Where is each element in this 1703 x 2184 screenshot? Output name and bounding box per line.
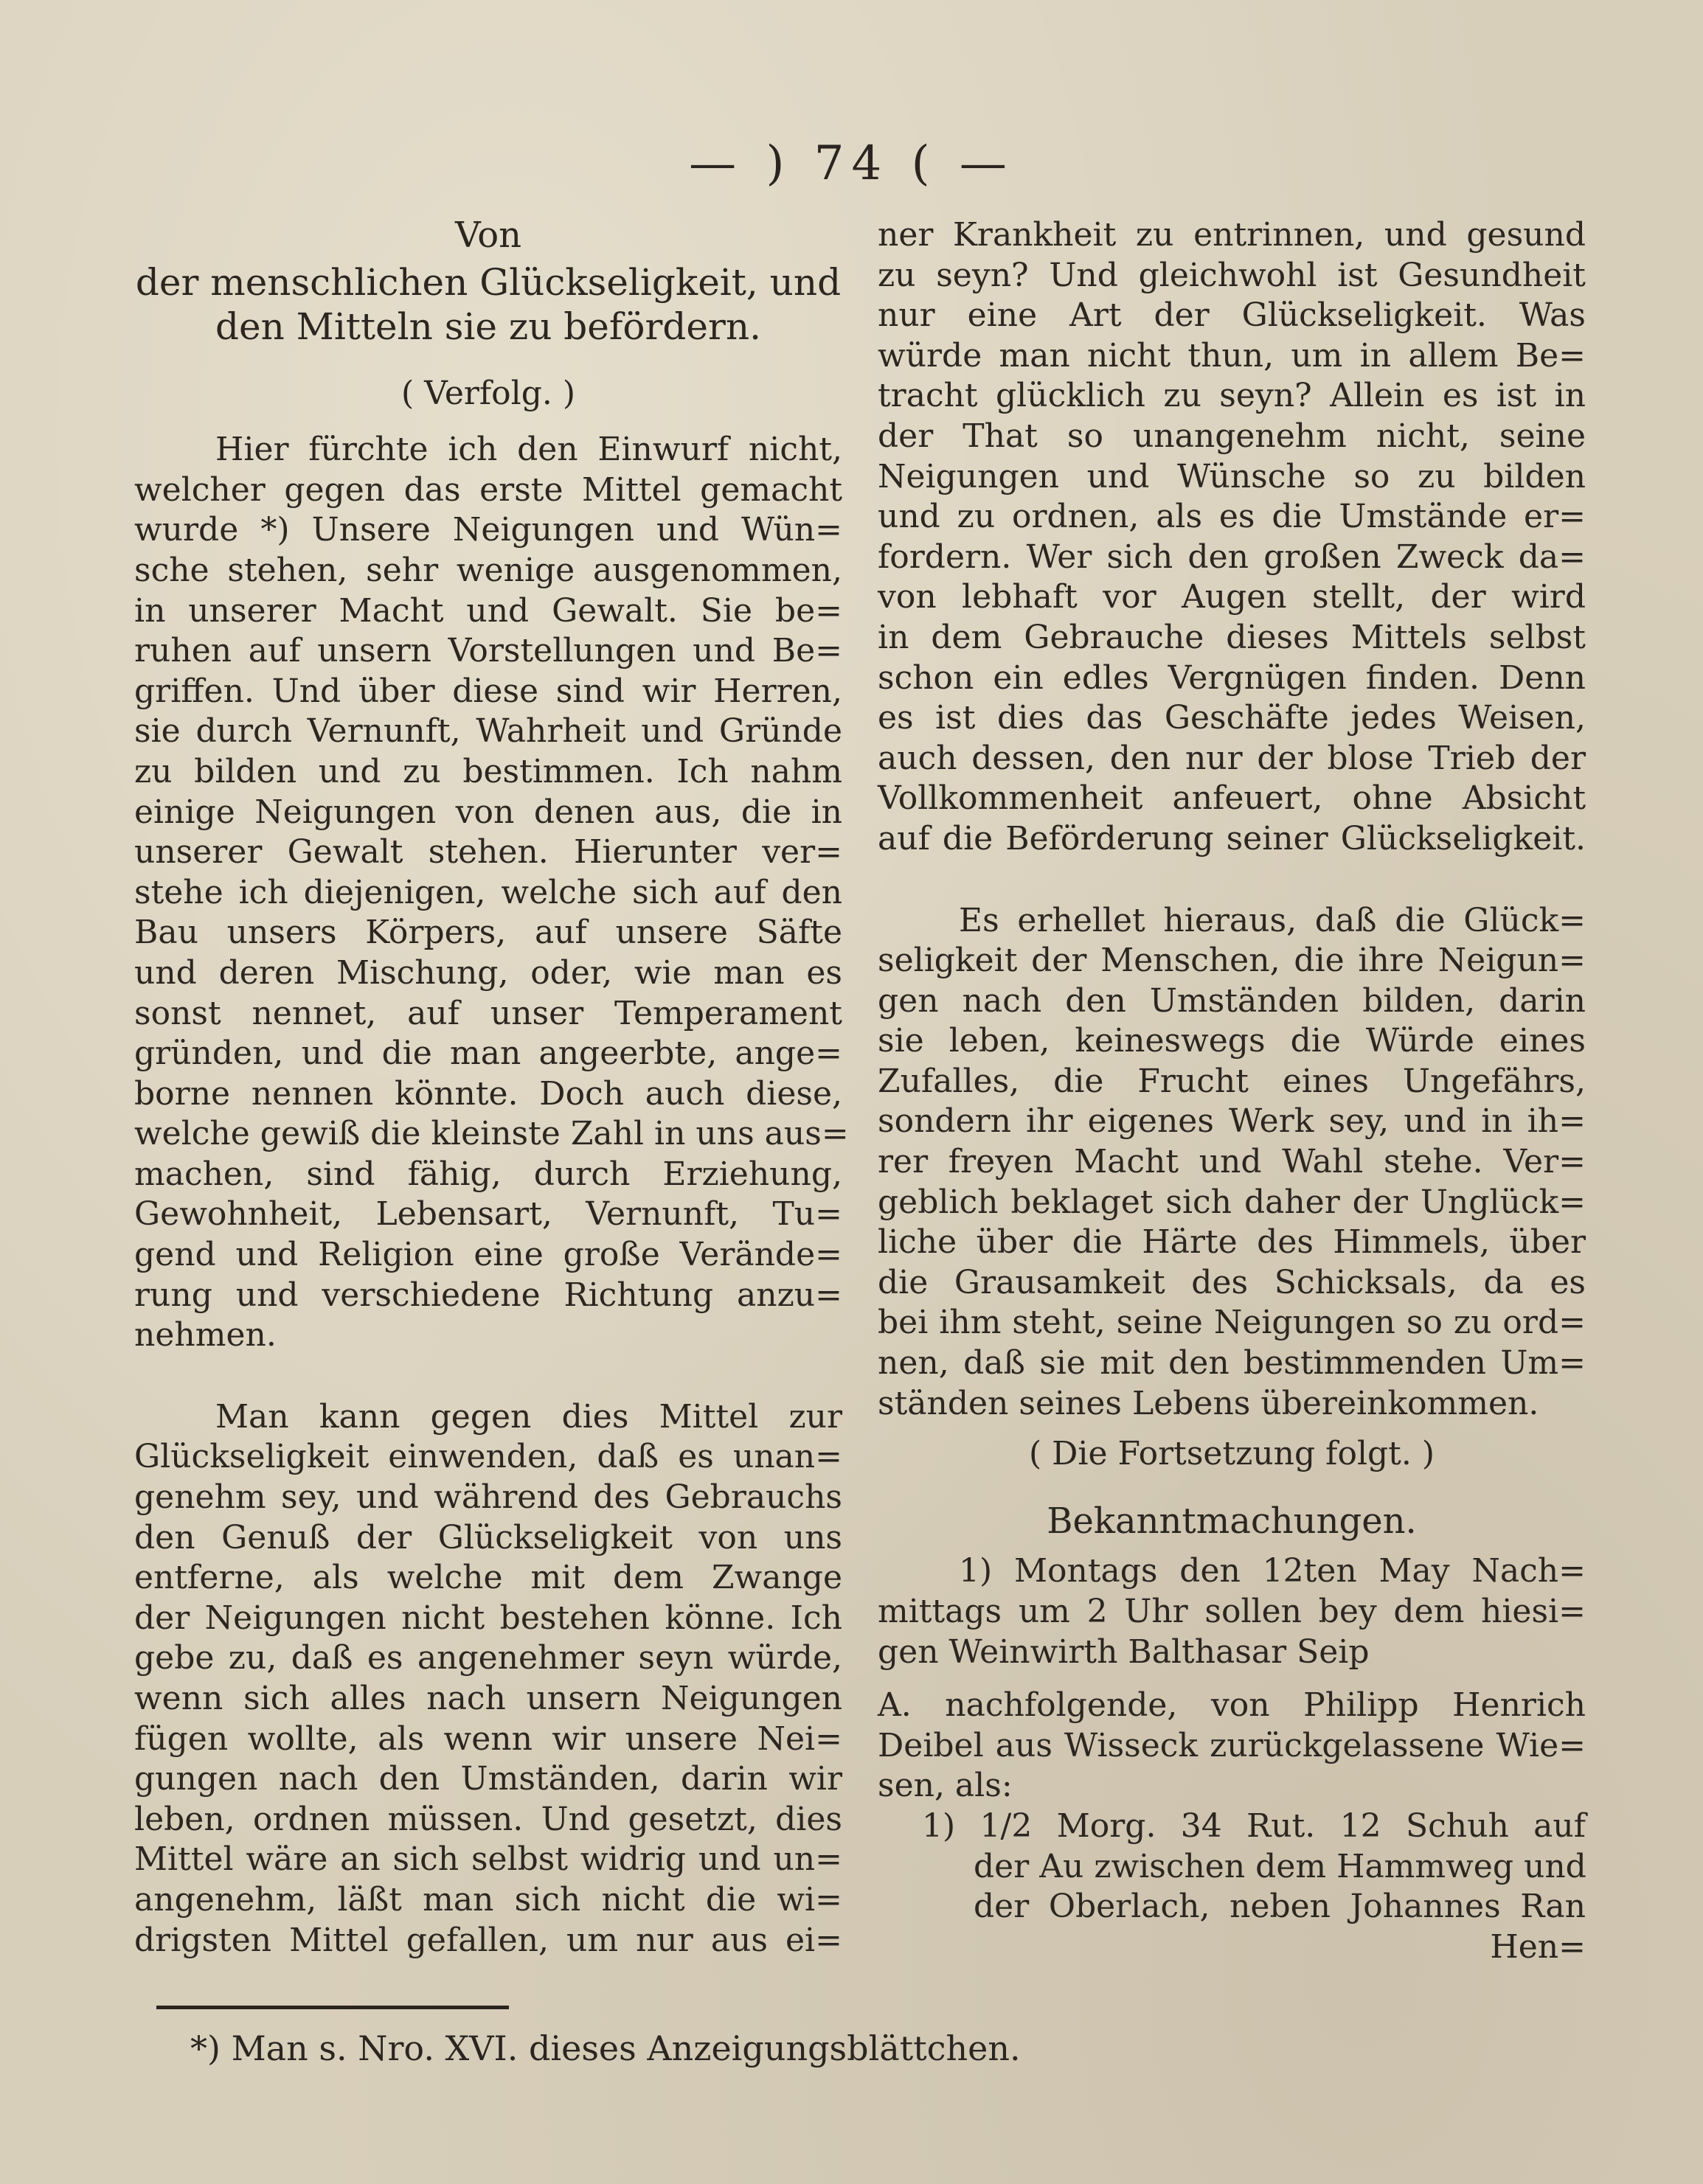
text-line: Vollkommenheit anfeuert, ohne Absicht bbox=[878, 779, 1586, 818]
text-line: ner Krankheit zu entrinnen, und gesund bbox=[878, 216, 1586, 254]
text-line: Bau unsers Körpers, auf unsere Säfte bbox=[134, 914, 842, 952]
text-line: rung und verschiedene Richtung anzu= bbox=[134, 1276, 842, 1314]
text-line: zu bilden und zu bestimmen. Ich nahm bbox=[134, 752, 842, 790]
text-line: auch dessen, den nur der blose Trieb der bbox=[878, 739, 1586, 777]
text-line: einige Neigungen von denen aus, die in bbox=[134, 793, 842, 831]
text-line: Glückseligkeit einwenden, daß es unan= bbox=[134, 1438, 842, 1476]
text-line: drigsten Mittel gefallen, um nur aus ei= bbox=[134, 1921, 842, 1959]
text-line: stehe ich diejenigen, welche sich auf den bbox=[134, 873, 842, 911]
text-line: welcher gegen das erste Mittel gemacht bbox=[134, 470, 842, 509]
text-line: gen nach den Umständen bilden, darin bbox=[878, 981, 1586, 1020]
text-line: Neigungen und Wünsche so zu bilden bbox=[878, 457, 1586, 495]
text-line: den Genuß der Glückseligkeit von uns bbox=[134, 1518, 842, 1557]
text-line: sonst nennet, auf unser Temperament bbox=[134, 994, 842, 1032]
article-title-line-2: den Mitteln sie zu befördern. bbox=[215, 305, 761, 348]
text-line: fordern. Wer sich den großen Zweck da= bbox=[878, 538, 1586, 576]
text-line: sondern ihr eigenes Werk sey, und in ih= bbox=[878, 1102, 1586, 1141]
announcement-1 bbox=[878, 1551, 1586, 1672]
announcements-heading: Bekanntmachungen. bbox=[1047, 1500, 1417, 1542]
text-line: genehm sey, und während des Gebrauchs bbox=[134, 1478, 842, 1517]
left-column bbox=[134, 215, 849, 1961]
text-line: 1) Montags den 12ten May Nach= bbox=[959, 1552, 1586, 1590]
right-paragraph-2 bbox=[878, 901, 1586, 1425]
text-line: Man kann gegen dies Mittel zur bbox=[215, 1397, 842, 1436]
text-line: leben, ordnen müssen. Und gesetzt, dies bbox=[134, 1800, 842, 1838]
text-line: Zufalles, die Frucht eines Ungefährs, bbox=[878, 1062, 1586, 1100]
text-line: der That so unangenehm nicht, seine bbox=[878, 417, 1586, 455]
text-line: Deibel aus Wisseck zurückgelassene Wie= bbox=[878, 1726, 1586, 1764]
footnote-divider bbox=[156, 2006, 509, 2009]
footnote: *) Man s. Nro. XVI. dieses Anzeigungsblättchen. bbox=[190, 2028, 1021, 2068]
text-line: gründen, und die man angeerbte, ange= bbox=[134, 1034, 842, 1073]
text-line: von lebhaft vor Augen stellt, der wird bbox=[878, 578, 1586, 616]
text-line: würde man nicht thun, um in allem Be= bbox=[878, 336, 1586, 375]
text-line: und deren Mischung, oder, wie man es bbox=[134, 953, 842, 992]
text-line: in unserer Macht und Gewalt. Sie be= bbox=[134, 591, 842, 630]
text-line: zu seyn? Und gleichwohl ist Gesundheit bbox=[878, 256, 1586, 294]
text-line: tracht glücklich zu seyn? Allein es ist in bbox=[878, 377, 1586, 415]
announcement-item-a1 bbox=[878, 1806, 1586, 1967]
text-line: rer freyen Macht und Wahl stehe. Ver= bbox=[878, 1143, 1586, 1181]
article-title-von: Von bbox=[454, 215, 522, 256]
text-line: in dem Gebrauche dieses Mittels selbst bbox=[878, 618, 1586, 656]
text-line: sche stehen, sehr wenige ausgenommen, bbox=[134, 551, 842, 589]
text-line: die Grausamkeit des Schicksals, da es bbox=[878, 1263, 1586, 1301]
article-subtitle: ( Verfolg. ) bbox=[400, 374, 576, 412]
text-line: der Au zwischen dem Hammweg und bbox=[974, 1847, 1586, 1885]
text-line: borne nennen könnte. Doch auch diese, bbox=[134, 1074, 842, 1113]
text-line: Gewohnheit, Lebensart, Vernunft, Tu= bbox=[134, 1195, 842, 1234]
text-line: Hier fürchte ich den Einwurf nicht, bbox=[215, 431, 842, 469]
right-column bbox=[878, 215, 1586, 1967]
paragraph-spacer bbox=[134, 1356, 842, 1397]
text-line: gen Weinwirth Balthasar Seip bbox=[878, 1632, 1370, 1671]
paragraph-spacer bbox=[878, 860, 1586, 901]
article-title-line-1: der menschlichen Glückseligkeit, und bbox=[135, 260, 842, 304]
text-line: 1) 1/2 Morg. 34 Rut. 12 Schuh auf bbox=[922, 1806, 1586, 1845]
text-line: machen, sind fähig, durch Erziehung, bbox=[134, 1155, 842, 1193]
text-line: gebe zu, daß es angenehmer seyn würde, bbox=[134, 1639, 842, 1677]
text-line: Mittel wäre an sich selbst widrig und un= bbox=[134, 1840, 842, 1879]
left-paragraph-2 bbox=[134, 1397, 842, 1961]
text-line: der Oberlach, neben Johannes Ran bbox=[974, 1888, 1586, 1926]
text-line: griffen. Und über diese sind wir Herren, bbox=[134, 672, 842, 710]
text-line: fügen wollte, als wenn wir unsere Nei= bbox=[134, 1719, 842, 1758]
text-line: seligkeit der Menschen, die ihre Neigun= bbox=[878, 942, 1586, 980]
text-line: nen, daß sie mit den bestimmenden Um= bbox=[878, 1344, 1586, 1383]
text-line: sie leben, keineswegs die Würde eines bbox=[878, 1022, 1586, 1060]
text-line: sen, als: bbox=[878, 1767, 1013, 1805]
text-line: ruhen auf unsern Vorstellungen und Be= bbox=[134, 632, 842, 670]
text-line: auf die Beförderung seiner Glückseligkeit. bbox=[878, 819, 1586, 858]
text-line: geblich beklaget sich daher der Unglück= bbox=[878, 1183, 1586, 1221]
text-line: es ist dies das Geschäfte jedes Weisen, bbox=[878, 699, 1586, 737]
catchword: Hen= bbox=[1490, 1927, 1586, 1966]
text-line: wurde *) Unsere Neigungen und Wün= bbox=[134, 511, 842, 549]
text-line: gend und Religion eine große Verände= bbox=[134, 1236, 842, 1274]
text-line: mittags um 2 Uhr sollen bey dem hiesi= bbox=[878, 1593, 1586, 1630]
continuation-note: ( Die Fortsetzung folgt. ) bbox=[1029, 1435, 1435, 1473]
text-line: bei ihm steht, seine Neigungen so zu ord= bbox=[878, 1304, 1586, 1342]
text-line: unserer Gewalt stehen. Hierunter ver= bbox=[134, 833, 842, 872]
text-line: und zu ordnen, als es die Umstände er= bbox=[878, 498, 1586, 536]
text-line: nur eine Art der Glückseligkeit. Was bbox=[878, 296, 1586, 335]
announcement-item-a bbox=[878, 1686, 1586, 1806]
text-line: Es erhellet hieraus, daß die Glück= bbox=[959, 901, 1586, 939]
text-line: sie durch Vernunft, Wahrheit und Gründe bbox=[134, 712, 842, 751]
text-line: welche gewiß die kleinste Zahl in uns aus= bbox=[134, 1115, 849, 1153]
text-line: schon ein edles Vergnügen finden. Denn bbox=[878, 658, 1586, 697]
text-line: der Neigungen nicht bestehen könne. Ich bbox=[134, 1599, 842, 1637]
text-line: nehmen. bbox=[134, 1316, 277, 1354]
text-line: angenehm, läßt man sich nicht die wi= bbox=[134, 1880, 842, 1919]
text-line: gungen nach den Umständen, darin wir bbox=[134, 1760, 842, 1798]
right-paragraph-1 bbox=[878, 215, 1586, 860]
text-line: liche über die Härte des Himmels, über bbox=[878, 1223, 1586, 1262]
left-paragraph-1 bbox=[134, 430, 849, 1356]
text-line: ständen seines Lebens übereinkommen. bbox=[878, 1384, 1539, 1422]
text-line: entferne, als welche mit dem Zwange bbox=[134, 1559, 842, 1597]
text-line: A. nachfolgende, von Philipp Henrich bbox=[878, 1686, 1586, 1725]
text-line: wenn sich alles nach unsern Neigungen bbox=[134, 1680, 842, 1717]
page-number: — ) 74 ( — bbox=[689, 136, 1014, 191]
